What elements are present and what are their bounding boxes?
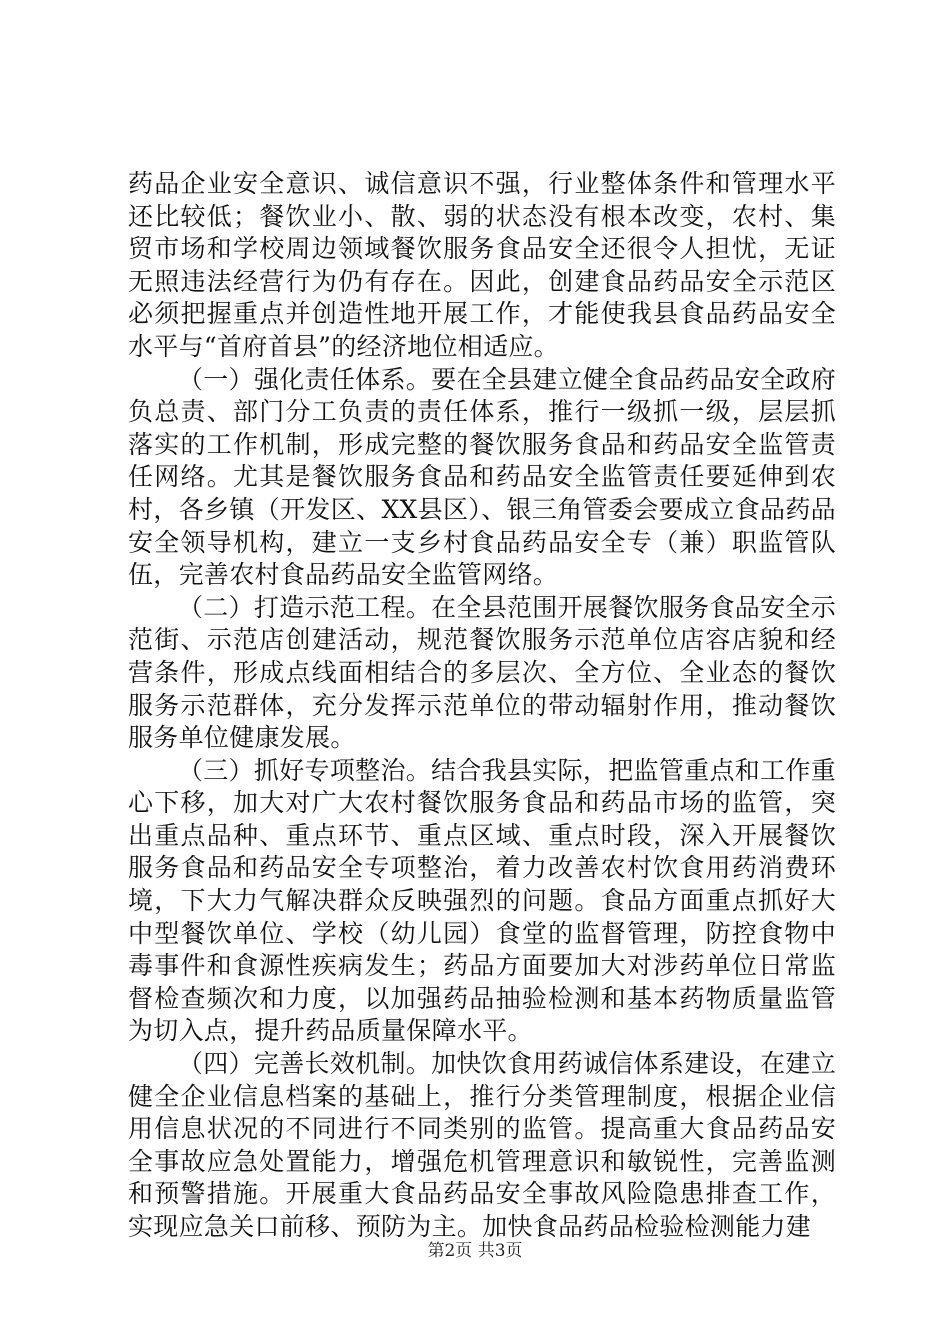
paragraph-long-term-mechanism: （四）完善长效机制。加快饮食用药诚信体系建设，在建立健全企业信息档案的基础上，推行分类管理制度，根据企业信用信息状况的不同进行不同类别的监管。提高重大食品药品安全事故应急处置能力，增强危机管理意识和敏锐性，完善监测和预警措施。开展重大食品药品安全事故风险隐患排查工作，实现应急关口前移、预防为主。加快食品药品检验检测能力建	[128, 1049, 836, 1241]
paragraph-continuation: 药品企业安全意识、诚信意识不强，行业整体条件和管理水平还比较低；餐饮业小、散、弱的状态没有根本改变，农村、集贸市场和学校周边领域餐饮服务食品安全还很令人担忧，无证无照违法经营行为仍有存在。因此，创建食品药品安全示范区必须把握重点并创造性地开展工作，才能使我县食品药品安全水平与“首府首县”的经济地位相适应。	[128, 169, 836, 361]
document-body	[128, 168, 836, 1244]
paragraph-responsibility-system: （一）强化责任体系。要在全县建立健全食品药品安全政府负总责、部门分工负责的责任体系，推行一级抓一级，层层抓落实的工作机制，形成完整的餐饮服务食品和药品安全监管责任网络。尤其是餐饮服务食品和药品安全监管责任要延伸到农村，各乡镇（开发区、XX县区）、银三角管委会要成立食品药品安全领导机构，建立一支乡村食品药品安全专（兼）职监管队伍，完善农村食品药品安全监管网络。	[128, 364, 836, 590]
paragraph-demonstration-project: （二）打造示范工程。在全县范围开展餐饮服务食品安全示范街、示范店创建活动，规范餐饮服务示范单位店容店貌和经营条件，形成点线面相结合的多层次、全方位、全业态的餐饮服务示范群体，充分发挥示范单位的带动辐射作用，推动餐饮服务单位健康发展。	[128, 592, 836, 753]
paragraph-special-rectification: （三）抓好专项整治。结合我县实际，把监管重点和工作重心下移，加大对广大农村餐饮服务食品和药品市场的监管，突出重点品种、重点环节、重点区域、重点时段，深入开展餐饮服务食品和药品安全专项整治，着力改善农村饮食用药消费环境，下大力气解决群众反映强烈的问题。食品方面重点抓好大中型餐饮单位、学校（幼儿园）食堂的监督管理，防控食物中毒事件和食源性疾病发生；药品方面要加大对涉药单位日常监督检查频次和力度，以加强药品抽验检测和基本药物质量监管为切入点，提升药品质量保障水平。	[128, 755, 836, 1046]
page-number-footer: 第2页 共3页	[427, 1241, 523, 1261]
